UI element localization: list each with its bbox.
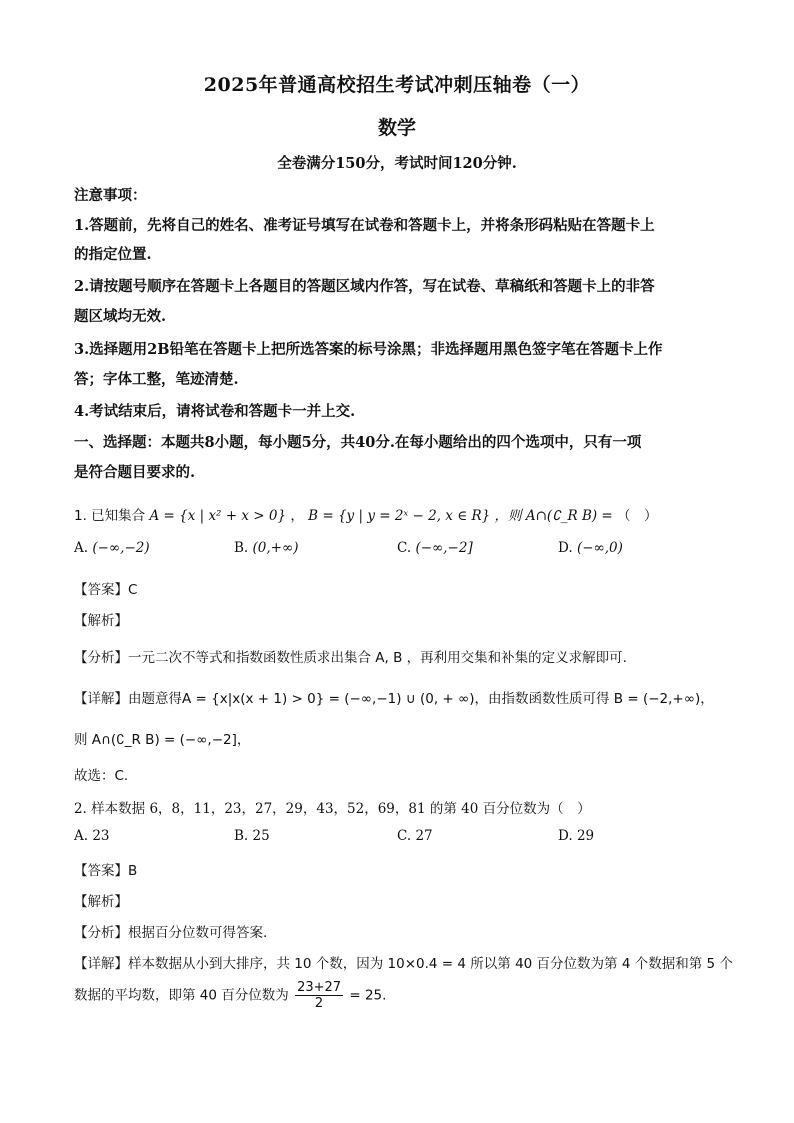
fenxi-text: 一元二次不等式和指数函数性质求出集合 A, B ，再利用交集和补集的定义求解即可. xyxy=(128,650,627,666)
option-label: C. xyxy=(397,828,412,844)
q1-analysis-tag: 【解析】 xyxy=(74,613,128,629)
note-1b: 的指定位置. xyxy=(74,246,152,263)
detail-tag: 【详解】 xyxy=(74,956,128,972)
q2-answer xyxy=(74,859,137,879)
q1-set-a: A = {x | x² + x > 0} xyxy=(149,508,287,524)
q1-detail-1 xyxy=(74,687,714,707)
answer-tag: 【答案】 xyxy=(74,863,128,879)
score-info: 全卷满分150分，考试时间120分钟. xyxy=(277,155,517,172)
answer-value: B xyxy=(128,863,138,879)
q1-option-a xyxy=(74,540,150,556)
q1-prefix: 1. 已知集合 xyxy=(74,508,146,524)
q2-analysis-tag: 【解析】 xyxy=(74,894,128,910)
q2-detail-1 xyxy=(74,952,733,972)
q1-sep: ， xyxy=(290,508,304,524)
detail-text: 由题意得A = {x|x(x + 1) > 0} = (−∞,−1) ∪ (0, + ∞)，由指数函数性质可得 B = (−2,+∞)， xyxy=(128,691,714,707)
note-3b: 答；字体工整，笔迹清楚. xyxy=(74,371,239,388)
fenxi-tag: 【分析】 xyxy=(74,650,128,666)
q2-option-b xyxy=(234,828,270,844)
q1-set-b: B = {y | y = 2ˣ − 2, x ∈ R} xyxy=(308,508,491,524)
option-label: B. xyxy=(234,540,249,556)
q2-option-c xyxy=(397,828,433,844)
q1-answer xyxy=(74,578,137,598)
q2-option-d xyxy=(558,828,594,844)
note-2a: 2.请按题号顺序在答题卡上各题目的答题区域内作答，写在试卷、草稿纸和答题卡上的非答 xyxy=(74,278,655,295)
option-value: (−∞,0) xyxy=(576,540,623,556)
option-label: D. xyxy=(558,828,573,844)
q1-fenxi xyxy=(74,646,627,666)
answer-tag: 【答案】 xyxy=(74,582,128,598)
note-2b: 题区域均无效. xyxy=(74,308,167,325)
fraction xyxy=(295,980,343,1011)
subject-title: 数学 xyxy=(377,117,416,139)
q1-ask: ，则 A∩(∁_R B) = xyxy=(494,508,613,524)
option-label: B. xyxy=(234,828,249,844)
detail-text: 样本数据从小到大排序，共 10 个数，因为 10×0.4 = 4 所以第 40 百分位数为第 4 个数据和第 5 个 xyxy=(128,956,733,972)
q1-detail-3: 故选：C. xyxy=(74,768,129,784)
q1-option-d xyxy=(558,540,623,556)
option-value: (0,+∞) xyxy=(252,540,299,556)
detail-suffix: = 25. xyxy=(349,987,387,1004)
section1-heading-b: 是符合题目要求的. xyxy=(74,464,196,481)
option-value: 23 xyxy=(92,828,110,844)
note-4: 4.考试结束后，请将试卷和答题卡一并上交. xyxy=(74,403,356,420)
question-1-stem xyxy=(74,504,658,524)
fenxi-tag: 【分析】 xyxy=(74,925,128,941)
note-3a: 3.选择题用2B铅笔在答题卡上把所选答案的标号涂黑；非选择题用黑色签字笔在答题卡上作 xyxy=(74,341,663,358)
option-value: 25 xyxy=(252,828,270,844)
option-label: D. xyxy=(558,540,573,556)
q2-option-a xyxy=(74,828,110,844)
fraction-denominator: 2 xyxy=(314,996,324,1011)
option-value: (−∞,−2] xyxy=(415,540,473,556)
question-2-stem: 2. 样本数据 6，8，11，23，27，29，43，52，69，81 的第 40 百分位数为（ ） xyxy=(74,801,591,817)
exam-title: 2025年普通高校招生考试冲刺压轴卷（一） xyxy=(203,74,591,96)
detail-tag: 【详解】 xyxy=(74,691,128,707)
fenxi-text: 根据百分位数可得答案. xyxy=(128,925,268,941)
detail-prefix: 数据的平均数，即第 40 百分位数为 xyxy=(74,987,289,1004)
q1-option-c xyxy=(397,540,473,556)
notes-heading: 注意事项： xyxy=(74,187,147,204)
q2-fenxi xyxy=(74,921,267,941)
option-label: A. xyxy=(74,828,89,844)
q1-option-b xyxy=(234,540,299,556)
q1-detail-2: 则 A∩(∁_R B) = (−∞,−2]， xyxy=(74,732,251,748)
option-value: 29 xyxy=(576,828,595,844)
option-value: 27 xyxy=(415,828,433,844)
q1-paren: （ ） xyxy=(617,508,658,524)
q2-detail-2 xyxy=(74,980,386,1011)
fraction-numerator: 23+27 xyxy=(297,980,342,995)
option-label: C. xyxy=(397,540,412,556)
option-label: A. xyxy=(74,540,89,556)
note-1a: 1.答题前，先将自己的姓名、准考证号填写在试卷和答题卡上，并将条形码粘贴在答题卡上 xyxy=(74,217,655,234)
option-value: (−∞,−2) xyxy=(92,540,150,556)
section1-heading-a: 一、选择题：本题共8小题，每小题5分，共40分.在每小题给出的四个选项中，只有一项 xyxy=(74,434,642,451)
answer-value: C xyxy=(128,582,138,598)
